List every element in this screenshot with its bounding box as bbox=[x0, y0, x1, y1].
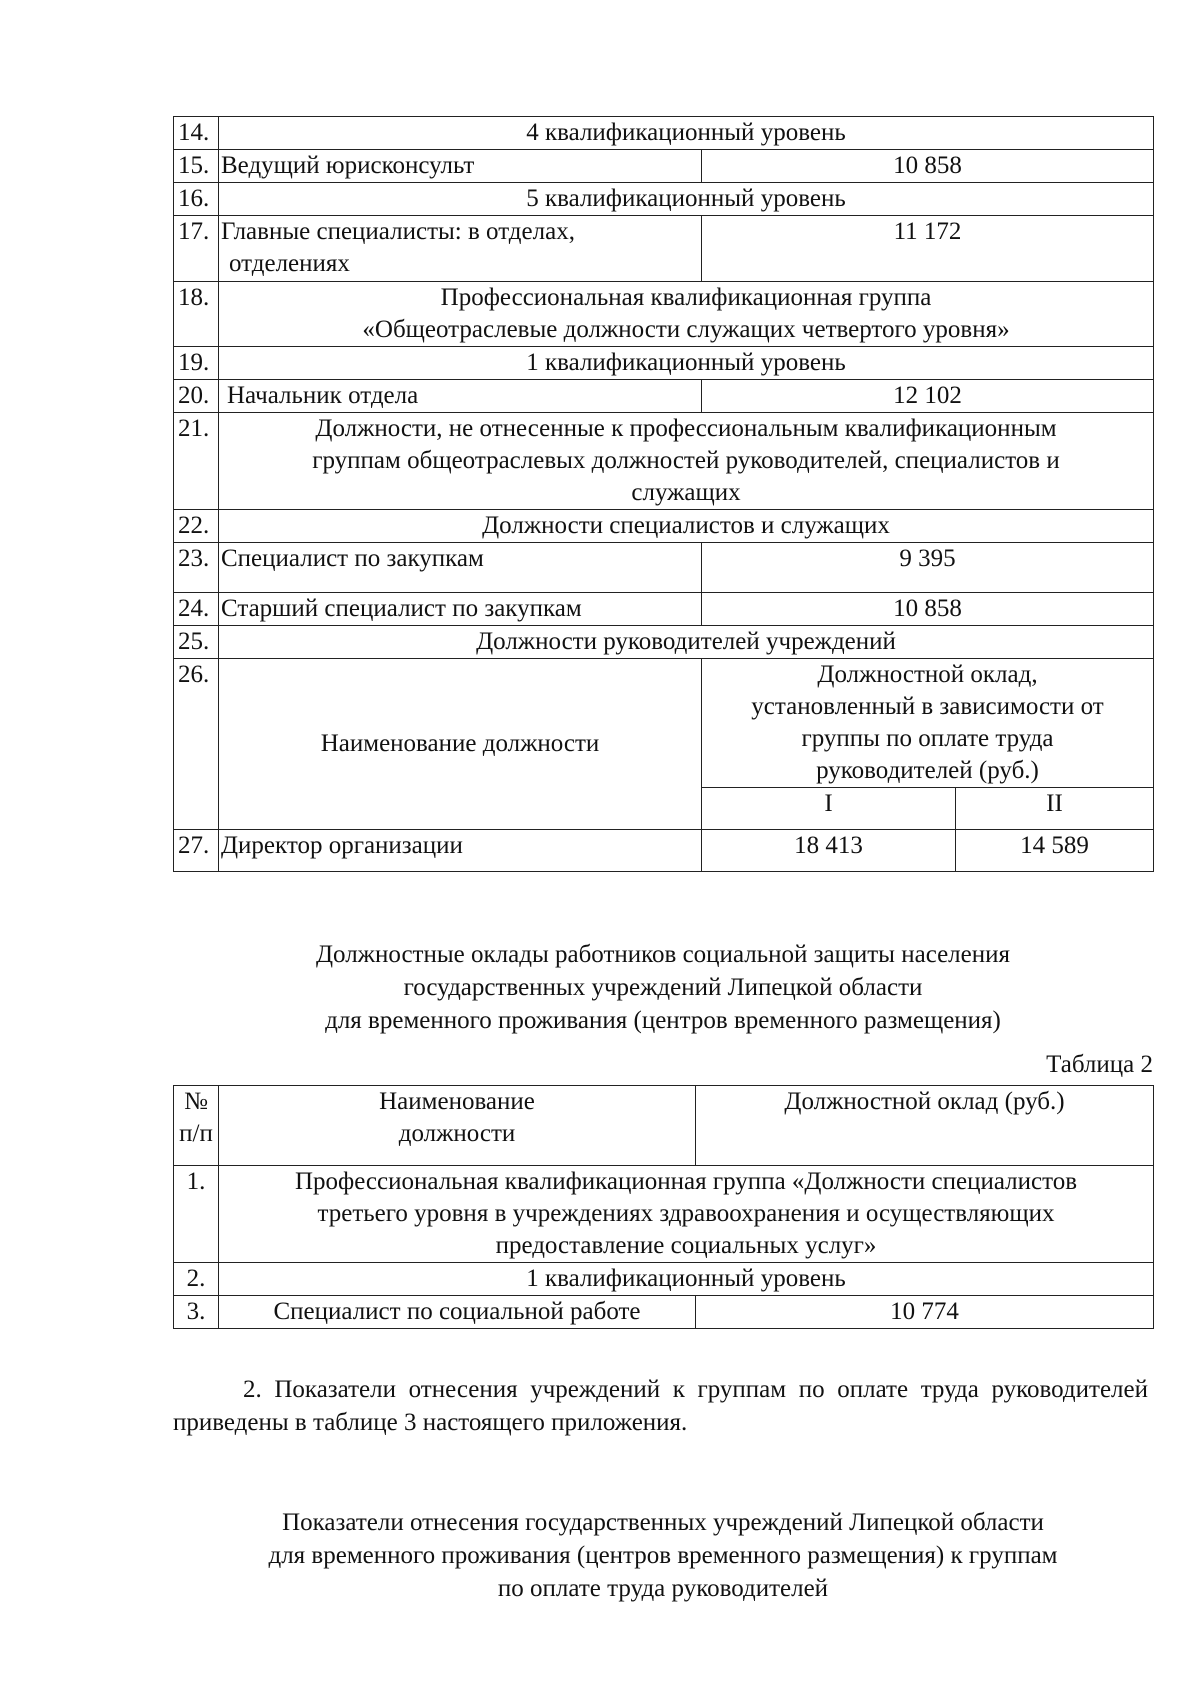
row-number: 14. bbox=[174, 117, 219, 150]
row-number: 19. bbox=[174, 347, 219, 380]
table-row bbox=[174, 282, 1154, 347]
header-line: установленный в зависимости от bbox=[751, 693, 1104, 720]
table-row bbox=[174, 1166, 1154, 1263]
table-row bbox=[174, 380, 1154, 413]
section-heading: 1 квалификационный уровень bbox=[219, 1263, 1154, 1296]
table-row bbox=[174, 1296, 1154, 1329]
position-name: Начальник отдела bbox=[219, 380, 702, 413]
row-number: 27. bbox=[174, 830, 219, 872]
row-number: 24. bbox=[174, 593, 219, 626]
table-row bbox=[174, 626, 1154, 659]
group-heading-line: Профессиональная квалификационная группа «Должности специалистов bbox=[294, 1168, 1078, 1195]
row-number: 23. bbox=[174, 543, 219, 593]
row-number: 16. bbox=[174, 183, 219, 216]
salary-value: 12 102 bbox=[702, 380, 1154, 413]
table-label: Таблица 2 bbox=[1046, 1051, 1153, 1078]
salary-value: 10 858 bbox=[702, 150, 1154, 183]
header-line: руководителей (руб.) bbox=[816, 757, 1039, 784]
group-heading-line: Профессиональная квалификационная группа bbox=[440, 284, 932, 311]
table-row bbox=[174, 593, 1154, 626]
column-header-position bbox=[219, 1086, 696, 1166]
header-line: группы по оплате труда bbox=[801, 725, 1054, 752]
row-number: 15. bbox=[174, 150, 219, 183]
group-heading-line: третьего уровня в учреждениях здравоохранения и осуществляющих bbox=[317, 1200, 1055, 1227]
salary-value: 10 774 bbox=[696, 1296, 1154, 1329]
column-header-salary: Должностной оклад (руб.) bbox=[696, 1086, 1154, 1166]
column-header-position: Наименование должности bbox=[219, 659, 702, 830]
salary-table-2 bbox=[173, 1085, 1154, 1329]
section-title bbox=[173, 1506, 1153, 1605]
header-line: Наименование bbox=[379, 1088, 535, 1115]
table-row bbox=[174, 183, 1154, 216]
header-line: должности bbox=[398, 1120, 516, 1147]
table-row bbox=[174, 830, 1154, 872]
table-header-row bbox=[174, 1086, 1154, 1166]
group-column-header: I bbox=[702, 788, 956, 830]
row-number: 21. bbox=[174, 413, 219, 510]
position-name bbox=[219, 216, 702, 282]
row-number: 17. bbox=[174, 216, 219, 282]
position-name: Старший специалист по закупкам bbox=[219, 593, 702, 626]
section-heading: Должности руководителей учреждений bbox=[219, 626, 1154, 659]
table-row bbox=[174, 1263, 1154, 1296]
salary-value-group-1: 18 413 bbox=[702, 830, 956, 872]
title-line: для временного проживания (центров временного размещения) bbox=[325, 1007, 1001, 1034]
salary-value: 10 858 bbox=[702, 593, 1154, 626]
row-number: 1. bbox=[174, 1166, 219, 1263]
title-line: государственных учреждений Липецкой области bbox=[403, 974, 923, 1001]
section-heading: 1 квалификационный уровень bbox=[219, 347, 1154, 380]
position-name: Ведущий юрисконсульт bbox=[219, 150, 702, 183]
column-header-number bbox=[174, 1086, 219, 1166]
title-line: Показатели отнесения государственных учреждений Липецкой области bbox=[282, 1509, 1044, 1536]
table-row bbox=[174, 413, 1154, 510]
position-name-line: Главные специалисты: в отделах, bbox=[221, 218, 575, 245]
table-row bbox=[174, 150, 1154, 183]
group-heading bbox=[219, 282, 1154, 347]
group-heading bbox=[219, 1166, 1154, 1263]
table-row bbox=[174, 347, 1154, 380]
table-row bbox=[174, 117, 1154, 150]
salary-value: 11 172 bbox=[702, 216, 1154, 282]
row-number: 25. bbox=[174, 626, 219, 659]
group-heading-line: группам общеотраслевых должностей руководителей, специалистов и bbox=[312, 447, 1060, 474]
table-row bbox=[174, 543, 1154, 593]
row-number: 26. bbox=[174, 659, 219, 830]
group-heading bbox=[219, 413, 1154, 510]
section-title bbox=[173, 938, 1153, 1037]
section-heading: 4 квалификационный уровень bbox=[219, 117, 1154, 150]
table-row bbox=[174, 510, 1154, 543]
salary-value: 9 395 bbox=[702, 543, 1154, 593]
row-number: 20. bbox=[174, 380, 219, 413]
salary-value-group-2: 14 589 bbox=[956, 830, 1154, 872]
group-heading-line: предоставление социальных услуг» bbox=[495, 1232, 877, 1259]
table-row bbox=[174, 216, 1154, 282]
salary-table-1 bbox=[173, 116, 1154, 872]
group-column-header: II bbox=[956, 788, 1154, 830]
group-heading-line: Должности, не отнесенные к профессиональным квалификационным bbox=[315, 415, 1057, 442]
body-paragraph: 2. Показатели отнесения учреждений к группам по оплате труда руководителей приведены в таблице 3 настоящего приложения. bbox=[173, 1376, 1148, 1436]
row-number: 18. bbox=[174, 282, 219, 347]
header-line: Должностной оклад, bbox=[817, 661, 1038, 688]
row-number: 22. bbox=[174, 510, 219, 543]
title-line: для временного проживания (центров временного размещения) к группам bbox=[268, 1542, 1058, 1569]
section-heading: 5 квалификационный уровень bbox=[219, 183, 1154, 216]
position-name-line: отделениях bbox=[229, 250, 350, 277]
title-line: по оплате труда руководителей bbox=[497, 1575, 829, 1602]
position-name: Специалист по закупкам bbox=[219, 543, 702, 593]
section-heading: Должности специалистов и служащих bbox=[219, 510, 1154, 543]
position-name: Специалист по социальной работе bbox=[219, 1296, 696, 1329]
group-heading-line: «Общеотраслевые должности служащих четвертого уровня» bbox=[362, 316, 1010, 343]
row-number: 2. bbox=[174, 1263, 219, 1296]
title-line: Должностные оклады работников социальной защиты населения bbox=[315, 941, 1011, 968]
row-number: 3. bbox=[174, 1296, 219, 1329]
header-line: № bbox=[184, 1088, 208, 1115]
column-header-salary bbox=[702, 659, 1154, 788]
group-heading-line: служащих bbox=[631, 479, 741, 506]
table-row bbox=[174, 659, 1154, 788]
position-name: Директор организации bbox=[219, 830, 702, 872]
header-line: п/п bbox=[179, 1120, 213, 1147]
